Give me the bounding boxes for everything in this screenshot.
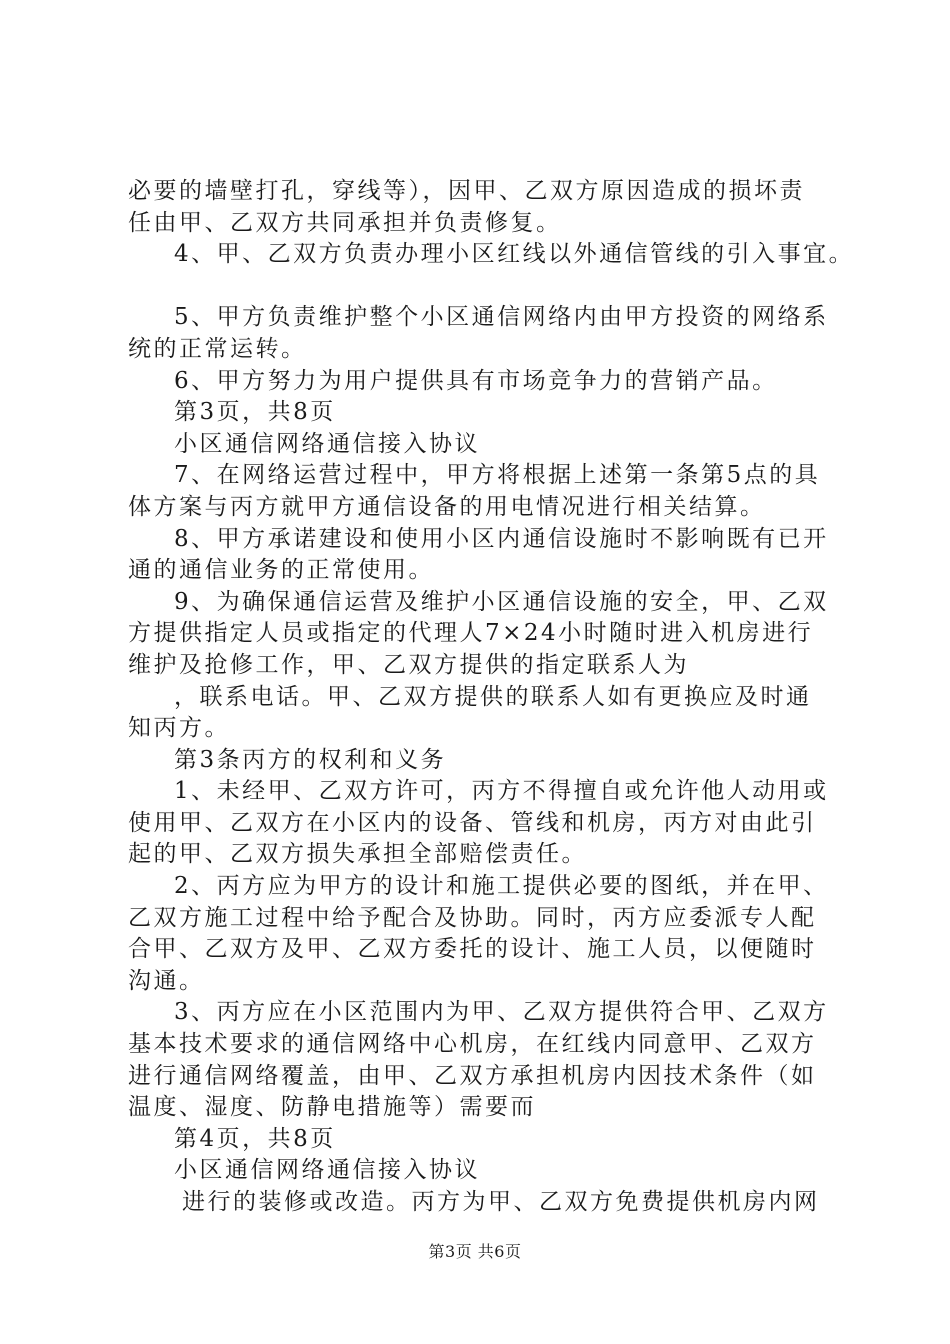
text-line: 2、丙方应为甲方的设计和施工提供必要的图纸，并在甲、 — [174, 873, 829, 900]
embedded-page-marker: 第4页，共8页 — [174, 1125, 336, 1152]
text-line: 7、在网络运营过程中，甲方将根据上述第一条第5点的具 — [174, 462, 821, 489]
embedded-page-marker: 第3页，共8页 — [174, 399, 336, 426]
text-line: 方提供指定人员或指定的代理人7×24小时随时进入机房进行 — [128, 620, 814, 647]
text-line: 温度、湿度、防静电措施等）需要而 — [128, 1094, 536, 1121]
text-line: 3、丙方应在小区范围内为甲、乙双方提供符合甲、乙双方 — [174, 999, 829, 1026]
text-line: 基本技术要求的通信网络中心机房，在红线内同意甲、乙双方 — [128, 1031, 817, 1058]
page-number: 第3页 共6页 — [428, 1242, 522, 1261]
text-line: 通的通信业务的正常使用。 — [128, 557, 434, 584]
text-line: 进行的装修或改造。丙方为甲、乙双方免费提供机房内网 — [182, 1189, 820, 1215]
text-line: 5、甲方负责维护整个小区通信网络内由甲方投资的网络系 — [174, 304, 829, 331]
section-heading: 第3条丙方的权利和义务 — [174, 746, 447, 773]
text-line: 乙双方施工过程中给予配合及协助。同时，丙方应委派专人配 — [128, 904, 817, 931]
text-line: 合甲、乙双方及甲、乙双方委托的设计、施工人员，以便随时 — [128, 936, 817, 963]
text-line: 8、甲方承诺建设和使用小区内通信设施时不影响既有已开 — [174, 525, 829, 552]
embedded-doc-title: 小区通信网络通信接入协议 — [174, 430, 480, 457]
text-line: 知丙方。 — [128, 715, 230, 742]
blank-line — [128, 271, 838, 303]
embedded-doc-title: 小区通信网络通信接入协议 — [174, 1157, 480, 1184]
text-line: 1、未经甲、乙双方许可，丙方不得擅自或允许他人动用或 — [174, 778, 829, 805]
document-body — [128, 176, 855, 1219]
text-line: 统的正常运转。 — [128, 335, 307, 362]
text-line: 体方案与丙方就甲方通信设备的用电情况进行相关结算。 — [128, 493, 766, 520]
text-line: ，联系电话。甲、乙双方提供的联系人如有更换应及时通 — [174, 683, 812, 710]
text-line: 起的甲、乙双方损失承担全部赔偿责任。 — [128, 841, 587, 868]
text-line: 4、甲、乙双方负责办理小区红线以外通信管线的引入事宜。 — [174, 241, 855, 268]
text-line: 沟通。 — [128, 967, 205, 994]
text-line: 进行通信网络覆盖，由甲、乙双方承担机房内因技术条件（如 — [128, 1062, 817, 1089]
text-line: 维护及抢修工作，甲、乙双方提供的指定联系人为 — [128, 651, 689, 678]
text-line: 使用甲、乙双方在小区内的设备、管线和机房，丙方对由此引 — [128, 809, 817, 836]
text-line: 任由甲、乙双方共同承担并负责修复。 — [128, 209, 562, 236]
text-line: 必要的墙壁打孔，穿线等），因甲、乙双方原因造成的损坏责 — [128, 178, 805, 204]
page-footer — [0, 1242, 950, 1262]
text-line: 9、为确保通信运营及维护小区通信设施的安全，甲、乙双 — [174, 588, 829, 615]
text-line: 6、甲方努力为用户提供具有市场竞争力的营销产品。 — [174, 367, 778, 394]
